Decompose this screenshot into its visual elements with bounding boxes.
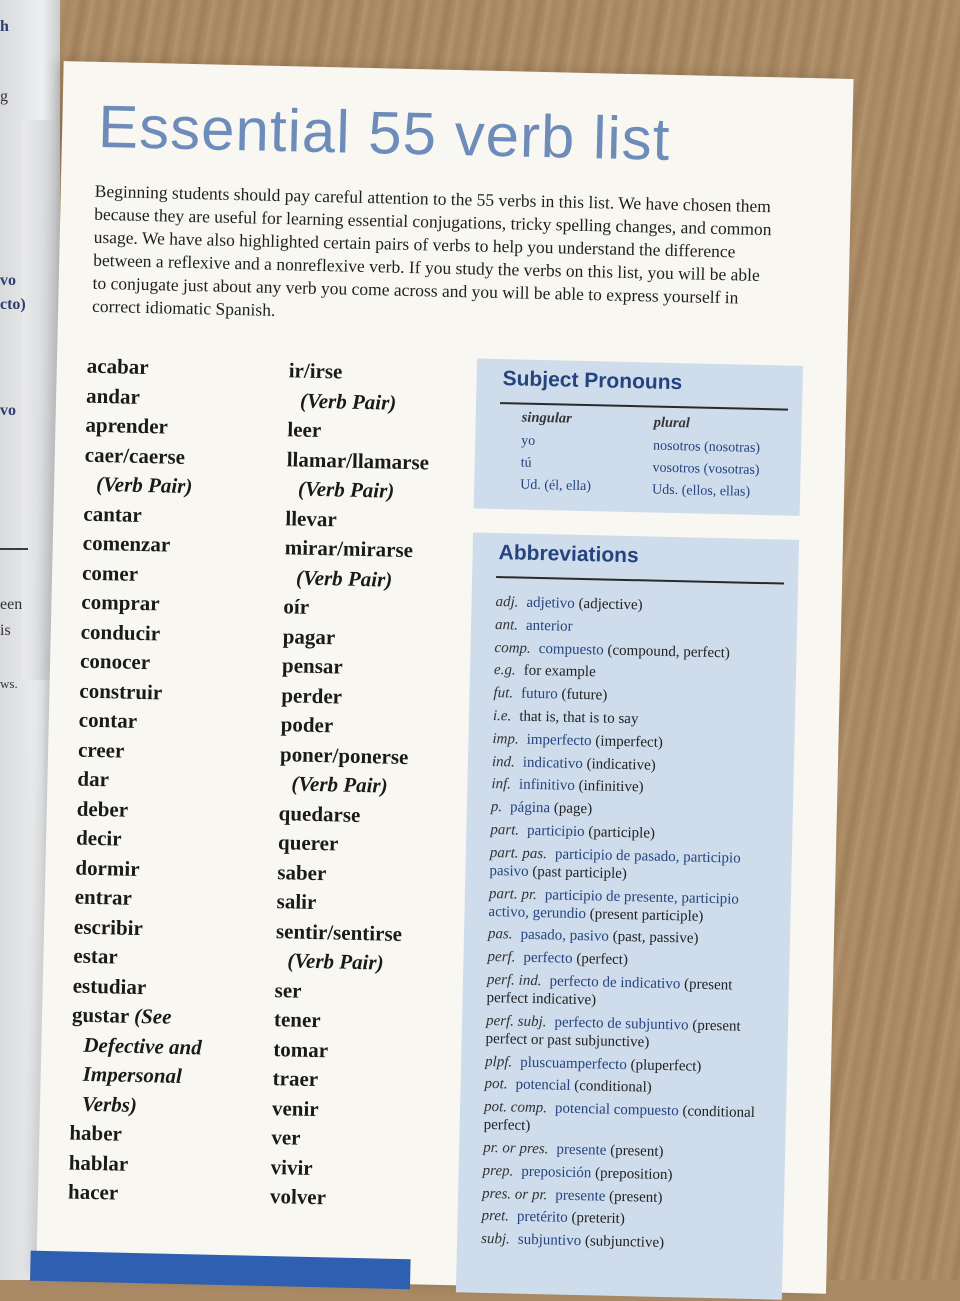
abbreviation-key: pret. — [481, 1208, 509, 1225]
verb-list-item — [68, 1148, 199, 1180]
abbreviation-key: pot. — [484, 1076, 507, 1093]
verb-text: venir — [272, 1096, 319, 1121]
verb-list-item — [86, 352, 217, 384]
page-title: Essential 55 verb list — [97, 92, 671, 174]
verb-text: acabar — [87, 354, 149, 379]
verb-text: entrar — [74, 885, 132, 910]
verb-text: conocer — [80, 649, 150, 675]
verb-list-item — [82, 529, 213, 561]
abbreviation-entry — [481, 1230, 771, 1255]
abbreviation-key: comp. — [494, 640, 531, 657]
verb-text: Impersonal — [82, 1062, 182, 1088]
verb-text: decir — [76, 826, 122, 851]
verb-text: contar — [79, 708, 138, 733]
verb-list-item — [282, 622, 425, 655]
verb-list-item — [76, 824, 207, 856]
abbreviation-english: (subjunctive) — [581, 1233, 664, 1251]
previous-page-fragment: ws. — [0, 676, 18, 692]
verb-list-item — [82, 558, 213, 590]
abbreviation-english: (infinitive) — [575, 778, 644, 796]
verb-text: comenzar — [83, 531, 171, 557]
verb-text: ser — [274, 978, 301, 1003]
verb-text: (Verb Pair) — [96, 472, 193, 498]
verb-list-item — [273, 1035, 416, 1068]
verb-list-item — [274, 1005, 417, 1038]
abbreviation-key: pas. — [488, 926, 513, 943]
abbreviation-entry — [488, 885, 779, 928]
previous-page-fragment: g — [0, 88, 8, 106]
verb-list-item — [85, 411, 216, 443]
abbreviation-key: ant. — [495, 617, 518, 634]
abbreviation-key: pot. comp. — [484, 1099, 547, 1116]
pronoun-singular: yo — [521, 434, 535, 450]
verb-text: gustar — [72, 1003, 129, 1028]
verb-list-column-2 — [270, 356, 432, 1215]
verb-list-item — [286, 445, 429, 478]
verb-text: oír — [283, 594, 309, 619]
previous-page-fragment: is — [0, 622, 11, 640]
verb-text: caer/caerse — [85, 442, 186, 468]
previous-page-fragment: vo — [0, 402, 16, 420]
verb-list-item — [287, 415, 430, 448]
verb-text: (Verb Pair) — [298, 477, 395, 503]
verb-list-item — [72, 1001, 203, 1033]
verb-list-item — [288, 356, 431, 389]
abbreviation-entry — [488, 925, 778, 950]
abbreviation-key: i.e. — [493, 708, 512, 724]
verb-text: (Verb Pair) — [291, 771, 388, 797]
abbreviation-spanish: potencial — [515, 1077, 570, 1094]
verb-text: aprender — [85, 413, 168, 439]
verb-text: ver — [271, 1125, 301, 1150]
abbreviation-entry — [494, 639, 784, 664]
pronoun-singular: Ud. (él, ella) — [520, 478, 591, 496]
verb-list-item — [86, 381, 217, 413]
abbreviations-list — [481, 593, 786, 1259]
abbreviation-spanish: participio de presente, participio activo, gerundio — [488, 887, 739, 922]
verb-list-note — [70, 1089, 201, 1121]
abbreviation-english: (present perfect or past subjunctive) — [485, 1017, 740, 1050]
verb-list-item — [270, 1153, 413, 1186]
verb-text: deber — [76, 796, 128, 821]
verb-text: sentir/sentirse — [276, 919, 402, 946]
abbreviation-spanish: imperfecto — [527, 732, 592, 749]
abbreviation-entry — [485, 1012, 776, 1055]
abbreviation-key: pr. or pres. — [483, 1140, 549, 1157]
verb-text: comer — [82, 560, 138, 585]
verb-list-note — [284, 563, 427, 596]
verb-list-note — [286, 474, 429, 507]
verb-list-item — [74, 883, 205, 915]
verb-list-note — [275, 946, 418, 979]
verb-list-item — [75, 853, 206, 885]
abbreviation-english: (past, passive) — [609, 929, 699, 947]
verb-list-item — [78, 735, 209, 767]
abbreviation-spanish: perfecto de subjuntivo — [554, 1014, 688, 1033]
verb-text: (Verb Pair) — [296, 565, 393, 591]
verb-list-item — [69, 1118, 200, 1150]
abbreviation-english: (present) — [605, 1188, 662, 1205]
abbreviation-key: pres. or pr. — [482, 1185, 548, 1202]
abbreviation-key: p. — [491, 799, 503, 815]
plural-label: plural — [653, 415, 690, 433]
verb-text: (Verb Pair) — [300, 388, 397, 414]
abbreviation-key: part. — [490, 822, 519, 839]
abbreviation-spanish: presente — [556, 1141, 606, 1158]
abbreviation-english: (preposition) — [591, 1165, 673, 1183]
verb-text: tener — [274, 1007, 321, 1032]
verb-list-item — [276, 887, 419, 920]
verb-text: Verbs) — [82, 1091, 137, 1116]
verb-list-column-1 — [68, 352, 218, 1210]
verb-list-note — [71, 1030, 202, 1062]
abbreviation-entry — [486, 971, 777, 1014]
abbreviation-key: inf. — [491, 776, 511, 792]
pronoun-plural: nosotros (nosotras) — [653, 439, 760, 457]
verb-list-item — [77, 765, 208, 797]
verb-text: comprar — [81, 590, 160, 616]
verb-text: escribir — [74, 914, 143, 940]
verb-list-item — [281, 681, 424, 714]
heading-rule — [496, 576, 784, 585]
previous-page-fragment: h — [0, 18, 9, 36]
abbreviation-english: (present) — [606, 1143, 663, 1160]
verb-list-item — [83, 499, 214, 531]
verb-text: andar — [86, 383, 140, 408]
verb-text: tomar — [273, 1037, 328, 1062]
previous-page-fragment: een — [0, 596, 22, 614]
previous-page-rule — [0, 548, 28, 550]
abbreviations-heading: Abbreviations — [498, 541, 639, 568]
verb-list-item — [272, 1094, 415, 1127]
abbreviation-spanish: preposición — [521, 1163, 591, 1181]
verb-list-note — [70, 1060, 201, 1092]
verb-text: estar — [73, 944, 118, 969]
abbreviation-key: part. pr. — [489, 886, 537, 903]
verb-list-item — [270, 1182, 413, 1215]
verb-text: quedarse — [278, 801, 360, 827]
verb-list-item — [79, 676, 210, 708]
verb-list-item — [80, 617, 211, 649]
abbreviation-spanish: anterior — [526, 618, 573, 635]
abbreviation-key: subj. — [481, 1231, 510, 1248]
abbreviation-spanish: infinitivo — [519, 777, 575, 794]
abbreviation-spanish: pluscuamperfecto — [520, 1054, 627, 1072]
abbreviation-english: (future) — [558, 687, 608, 704]
verb-text: conducir — [81, 619, 161, 645]
verb-text: pensar — [282, 653, 343, 678]
verb-list-item — [274, 976, 417, 1009]
abbreviation-key: plpf. — [485, 1053, 512, 1070]
verb-text: saber — [277, 860, 327, 885]
abbreviation-key: prep. — [482, 1163, 513, 1180]
abbreviation-key: imp. — [492, 731, 519, 748]
abbreviation-key: perf. — [487, 949, 515, 966]
verb-list-note — [84, 470, 215, 502]
abbreviation-key: e.g. — [494, 662, 516, 678]
verb-text: querer — [278, 830, 339, 855]
abbreviation-entry — [492, 753, 782, 778]
pronoun-plural: Uds. (ellos, ellas) — [652, 483, 750, 501]
abbreviation-entry — [484, 1075, 774, 1100]
abbreviation-entry — [491, 775, 781, 800]
abbreviation-key: perf. subj. — [486, 1013, 547, 1030]
subject-pronouns-box — [474, 359, 803, 516]
abbreviation-english: (conditional) — [570, 1078, 652, 1096]
verb-text: (Verb Pair) — [287, 948, 384, 974]
previous-page-fragment: cto) — [0, 296, 26, 314]
abbreviation-entry — [495, 616, 785, 641]
abbreviation-spanish: adjetivo — [526, 595, 575, 612]
abbreviation-key: fut. — [493, 685, 513, 701]
verb-text: haber — [69, 1120, 122, 1145]
verb-text: hacer — [68, 1179, 119, 1204]
verb-list-item — [74, 912, 205, 944]
abbreviation-spanish: perfecto — [523, 950, 572, 967]
verb-list-item — [284, 533, 427, 566]
verb-text: ir/irse — [288, 358, 342, 383]
pronoun-plural: vosotros (vosotras) — [652, 461, 759, 479]
abbreviations-box — [456, 532, 799, 1299]
verb-text: vivir — [270, 1155, 313, 1180]
abbreviation-english: (indicative) — [583, 756, 656, 774]
abbreviation-spanish: subjuntivo — [518, 1232, 582, 1249]
abbreviation-spanish: compuesto — [539, 641, 604, 658]
verb-text: salir — [276, 889, 316, 914]
verb-list-item — [68, 1177, 199, 1209]
abbreviation-entry — [485, 1052, 775, 1077]
verb-text: traer — [272, 1066, 318, 1091]
verb-list-item — [278, 828, 421, 861]
abbreviation-entry — [481, 1207, 771, 1232]
verb-list-item — [282, 651, 425, 684]
abbreviation-entry — [489, 844, 780, 887]
abbreviation-english: (perfect) — [572, 951, 628, 968]
verb-list-item — [84, 440, 215, 472]
verb-text: mirar/mirarse — [284, 535, 413, 562]
intro-paragraph: Beginning students should pay careful attention to the 55 verbs in this list. We have chosen them because they are useful for learning essential conjugations, tricky spelling changes, and common usage. We have also highlighted certain pairs of verbs to help you understand the difference between a reflexive and a nonreflexive verb. If you study the verbs on this list, you will be able to conjugate just about any verb you come across and you will be able to express yourself in correct idiomatic Spanish. — [92, 180, 775, 333]
abbreviation-english: (adjective) — [575, 596, 643, 614]
verb-list-item — [80, 647, 211, 679]
abbreviation-spanish: perfecto de indicativo — [549, 973, 680, 992]
verb-text: Defective and — [83, 1032, 202, 1059]
abbreviation-spanish: página — [510, 800, 550, 817]
abbreviation-spanish: potencial compuesto — [555, 1101, 679, 1120]
abbreviation-english: (past participle) — [528, 864, 627, 882]
abbreviation-english: (compound, perfect) — [604, 642, 731, 661]
abbreviation-entry — [492, 730, 782, 755]
abbreviation-entry — [494, 661, 784, 686]
abbreviation-spanish: participio — [527, 823, 585, 840]
verb-list-note — [279, 769, 422, 802]
verb-text: construir — [79, 678, 162, 704]
abbreviation-english: (participle) — [584, 824, 655, 842]
verb-list-item — [76, 794, 207, 826]
verb-list-item — [278, 799, 421, 832]
verb-list-item — [272, 1064, 415, 1097]
verb-text: dormir — [75, 855, 140, 880]
verb-list-item — [78, 706, 209, 738]
abbreviation-spanish: participio de pasado, participio pasivo — [489, 846, 741, 879]
verb-text: llamar/llamarse — [286, 447, 429, 474]
abbreviation-spanish: pasado, pasivo — [520, 927, 609, 945]
singular-label: singular — [522, 410, 572, 428]
abbreviation-spanish: indicativo — [523, 754, 583, 771]
verb-text: poner/ponerse — [280, 742, 409, 769]
verb-text: cantar — [83, 501, 142, 526]
verb-list-note — [288, 386, 431, 419]
abbreviation-entry — [493, 684, 783, 709]
abbreviation-key: perf. ind. — [487, 972, 542, 989]
abbreviation-english: (preterit) — [568, 1210, 625, 1227]
verb-text: dar — [77, 767, 109, 792]
abbreviation-spanish: pretérito — [517, 1209, 568, 1226]
book-page — [36, 61, 853, 1294]
verb-text: leer — [287, 417, 321, 442]
abbreviation-entry — [483, 1139, 773, 1164]
abbreviation-key: adj. — [495, 594, 518, 611]
verb-list-item — [73, 942, 204, 974]
subject-pronouns-heading: Subject Pronouns — [502, 367, 682, 395]
previous-page-fragment: vo — [0, 272, 16, 290]
abbreviation-english: (page) — [550, 800, 592, 817]
abbreviation-english: (imperfect) — [591, 733, 663, 751]
verb-list-item — [271, 1123, 414, 1156]
abbreviation-entry — [493, 707, 783, 732]
verb-list-item — [72, 971, 203, 1003]
abbreviation-key: part. pas. — [490, 845, 547, 862]
abbreviation-entry — [491, 798, 781, 823]
verb-text: volver — [270, 1184, 327, 1209]
verb-list-item — [280, 740, 423, 773]
abbreviation-entry — [487, 948, 777, 973]
abbreviation-entry — [490, 821, 780, 846]
pronoun-singular: tú — [521, 456, 532, 472]
abbreviation-entry — [482, 1184, 772, 1209]
abbreviation-english: that is, that is to say — [519, 709, 639, 728]
verb-note: (See — [134, 1004, 172, 1029]
abbreviation-entry — [482, 1162, 772, 1187]
abbreviation-spanish: presente — [555, 1187, 605, 1204]
verb-text: pagar — [282, 624, 335, 649]
abbreviation-key: ind. — [492, 754, 515, 771]
abbreviation-english: for example — [523, 663, 595, 681]
verb-text: estudiar — [72, 973, 146, 999]
abbreviation-english: (present perfect indicative) — [486, 976, 732, 1008]
verb-list-item — [283, 592, 426, 625]
verb-list-item — [280, 710, 423, 743]
verb-text: creer — [78, 737, 125, 762]
verb-text: poder — [280, 712, 333, 737]
abbreviation-entry — [483, 1098, 774, 1141]
abbreviation-english: (present participle) — [586, 906, 704, 925]
bottom-blue-strip — [30, 1251, 411, 1290]
abbreviation-english: (pluperfect) — [627, 1057, 702, 1075]
verb-text: llevar — [285, 506, 337, 531]
abbreviation-spanish: futuro — [521, 686, 558, 703]
abbreviation-english: (conditional perfect) — [484, 1103, 756, 1134]
verb-text: hablar — [68, 1150, 128, 1175]
verb-text: perder — [281, 683, 342, 708]
verb-list-item — [81, 588, 212, 620]
verb-list-item — [276, 917, 419, 950]
verb-list-item — [277, 858, 420, 891]
abbreviation-entry — [495, 593, 785, 618]
verb-list-item — [285, 504, 428, 537]
